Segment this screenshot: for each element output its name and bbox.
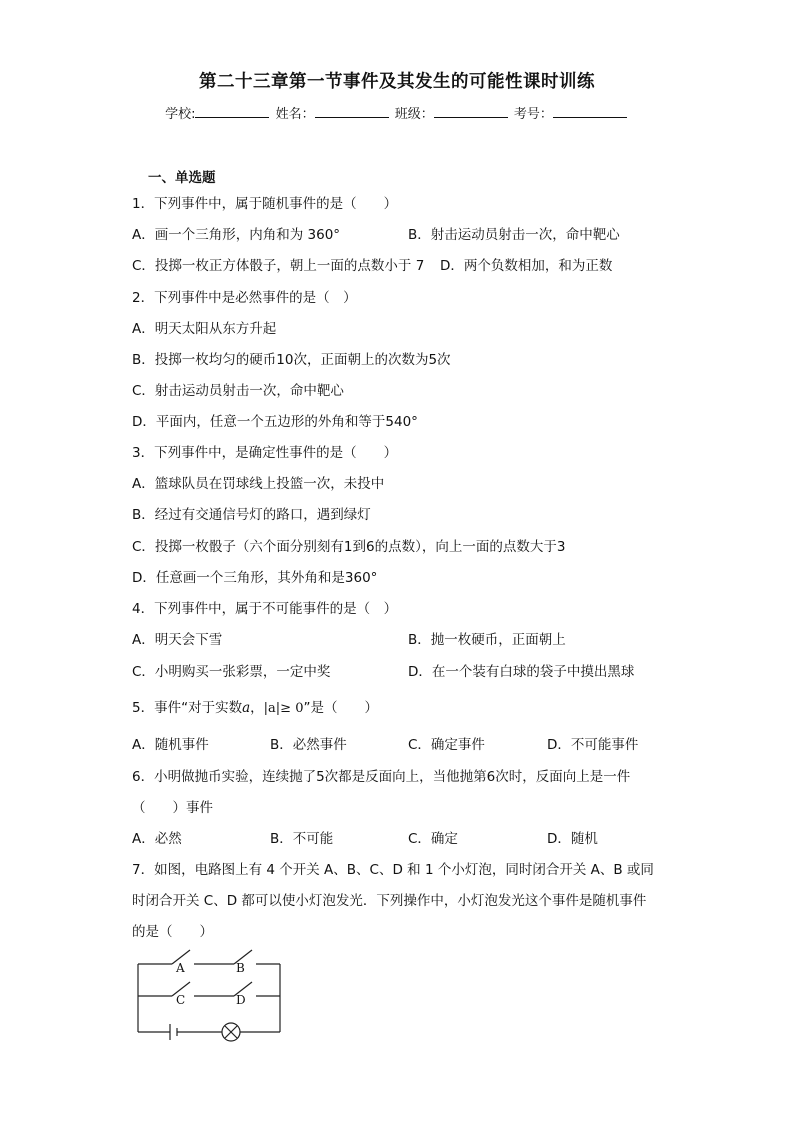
q7-stem-line2: 时闭合开关 C、D 都可以使小灯泡发光．下列操作中，小灯泡发光这个事件是随机事件 (132, 893, 647, 909)
q6-option-c: C．确定 (408, 831, 458, 847)
q5-option-b: B．必然事件 (270, 737, 347, 753)
q5-variable: a (242, 700, 251, 716)
q4-option-d: D．在一个装有白球的袋子中摸出黑球 (408, 664, 635, 680)
section-heading: 一、单选题 (148, 170, 216, 186)
q3-option-b: B．经过有交通信号灯的路口，遇到绿灯 (132, 507, 371, 523)
q6-option-b: B．不可能 (270, 831, 334, 847)
q1-option-b: B．射击运动员射击一次，命中靶心 (408, 227, 620, 243)
q4-option-c: C．小明购买一张彩票，一定中奖 (132, 664, 331, 680)
name-label: 姓名： (275, 107, 315, 122)
q2-stem: 2．下列事件中是必然事件的是（ ） (132, 290, 357, 306)
student-info-line (0, 103, 794, 122)
q7-stem-line1: 7．如图，电路图上有 4 个开关 A、B、C、D 和 1 个小灯泡，同时闭合开关 A、B 或同 (132, 862, 654, 878)
q6-option-d: D．随机 (547, 831, 598, 847)
q3-option-d: D．任意画一个三角形，其外角和是360° (132, 570, 378, 586)
q4-stem: 4．下列事件中，属于不可能事件的是（ ） (132, 601, 398, 617)
q5-stem (132, 696, 378, 716)
q2-option-a: A．明天太阳从东方升起 (132, 321, 277, 337)
q7-stem-line3: 的是（ ） (132, 924, 213, 940)
switch-label-a: A (176, 961, 185, 975)
q6-stem-line1: 6．小明做抛币实验，连续抛了5次都是反面向上，当他抛第6次时，反面向上是一件 (132, 769, 631, 785)
q1-option-c: C．投掷一枚正方体骰子，朝上一面的点数小于 7 (132, 258, 425, 274)
q5-option-d: D．不可能事件 (547, 737, 639, 753)
switch-label-b: B (236, 961, 245, 975)
class-label: 班级： (394, 107, 434, 122)
q4-option-b: B．抛一枚硬币，正面朝上 (408, 632, 566, 648)
q3-stem: 3．下列事件中，是确定性事件的是（ ） (132, 445, 398, 461)
document-title: 第二十三章第一节事件及其发生的可能性课时训练 (199, 72, 595, 92)
q5-comma: ， (250, 700, 264, 716)
q3-option-c: C．投掷一枚骰子（六个面分别刻有1到6的点数），向上一面的点数大于3 (132, 539, 566, 555)
q2-option-c: C．射击运动员射击一次，命中靶心 (132, 383, 344, 399)
school-blank (195, 105, 269, 118)
switch-label-d: D (236, 993, 246, 1007)
school-label: 学校: (165, 107, 196, 122)
q6-stem-line2: （ ）事件 (132, 800, 213, 816)
switch-label-c: C (176, 993, 186, 1007)
q4-option-a: A．明天会下雪 (132, 632, 223, 648)
q1-option-d: D．两个负数相加，和为正数 (440, 258, 613, 274)
q5-stem-post: ”是（ ） (303, 700, 378, 716)
exam-no-label: 考号： (513, 107, 553, 122)
q2-option-b: B．投掷一枚均匀的硬币10次，正面朝上的次数为5次 (132, 352, 451, 368)
q5-option-a: A．随机事件 (132, 737, 209, 753)
q3-option-a: A．篮球队员在罚球线上投篮一次，未投中 (132, 476, 385, 492)
q6-option-a: A．必然 (132, 831, 182, 847)
name-blank (315, 105, 389, 118)
q1-option-a: A．画一个三角形，内角和为 360° (132, 227, 341, 243)
q5-option-c: C．确定事件 (408, 737, 485, 753)
q5-stem-pre: 5．事件“对于实数 (132, 700, 243, 716)
circuit-diagram (130, 944, 290, 1048)
q1-stem: 1．下列事件中，属于随机事件的是（ ） (132, 196, 398, 212)
q2-option-d: D．平面内，任意一个五边形的外角和等于540° (132, 414, 418, 430)
class-blank (434, 105, 508, 118)
q5-math-expression: |a|≥ 0 (263, 701, 304, 716)
exam-no-blank (553, 105, 627, 118)
